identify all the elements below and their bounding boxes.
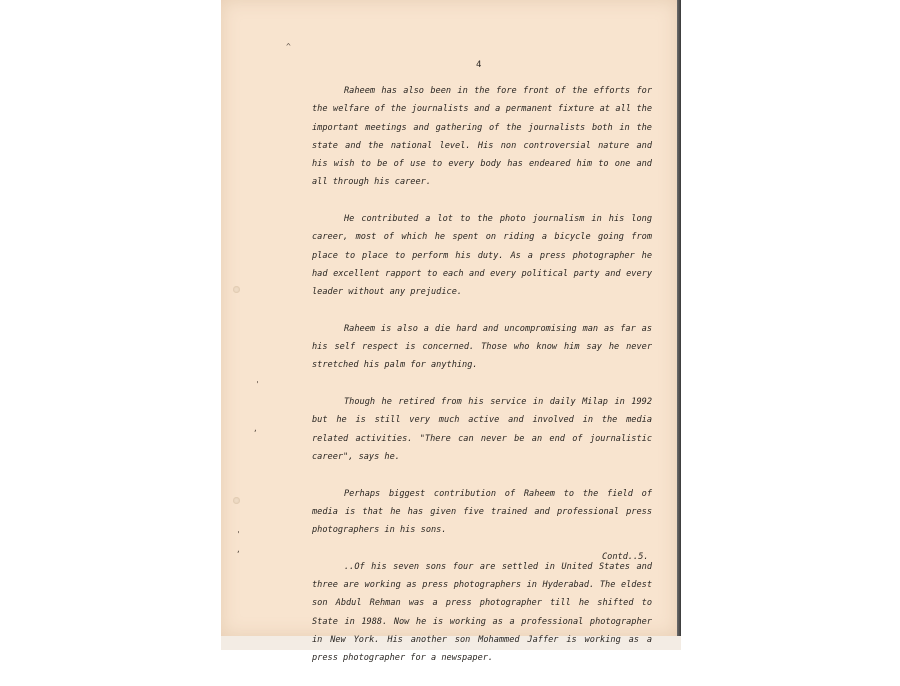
scan-speck: ,: [253, 424, 258, 433]
continuation-note: Contd..5.: [602, 552, 649, 562]
scan-speck: ': [255, 380, 260, 389]
punch-hole: [233, 497, 240, 504]
page-edge-shadow: [677, 0, 681, 650]
paragraph: Raheem is also a die hard and uncompromising man as far as his self respect is concerned. Those who know him say he never stretched his palm for anything.: [312, 323, 652, 371]
punch-hole: [233, 286, 240, 293]
paragraph: Raheem has also been in the fore front of the efforts for the welfare of the journalists and a permanent fixture at all the important meetings and gathering of the journalists both in the state and the national level. His non controversial nature and his wish to be of use to every body has endeared him to one and all through his career.: [312, 86, 652, 188]
paragraph: ..Of his seven sons four are settled in United States and three are working as press photographers in Hyderabad. The eldest son Abdul Rehman was a press photographer till he shifted to State in 1988. Now he is working as a professional photographer in New York. His another son Mohammed Jaffer is working as a press photographer for a newspaper.: [312, 561, 652, 664]
paragraph: Perhaps biggest contribution of Raheem to the field of media is that he has given five trained and professional press photographers in his sons.: [312, 488, 652, 536]
paragraph: He contributed a lot to the photo journalism in his long career, most of which he spent on riding a bicycle going from place to place to perform his duty. As a press photographer he had excellent rapport to each and every political party and every leader without any prejudice.: [312, 214, 652, 298]
scan-speck: ^: [286, 42, 291, 51]
scan-speck: ': [236, 530, 241, 539]
body-text: [312, 82, 652, 686]
scan-speck: ,: [236, 545, 241, 554]
page-number: 4: [476, 60, 482, 70]
paragraph: Though he retired from his service in daily Milap in 1992 but he is still very much active and involved in the media related activities. "There can never be an end of journalistic career", says he.: [312, 397, 652, 462]
